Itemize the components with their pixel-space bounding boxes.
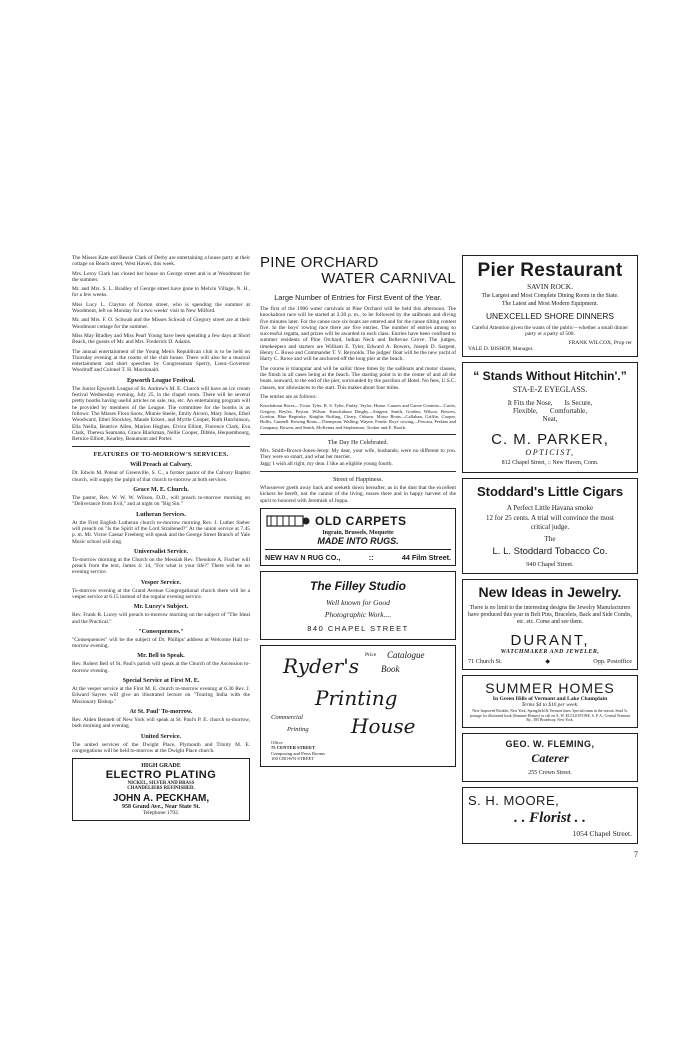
parker-name: C. M. PARKER, <box>491 431 609 448</box>
carnival-paragraph: The course is triangular and will be sailin' three times by the sailboats and motor classes, the finish in all cases being at the beach. The starting point is in the center of and all the boats, seaward, to the end of the pier, surrounded by the pavilion of Hotel. No fees, U.S.C. classes, nor allowances to the start. This makes about four miles. <box>260 365 456 391</box>
moore-address: 1054 Chapel Street. <box>572 828 632 838</box>
column-1 <box>72 255 250 826</box>
filley-address: 840 CHAPEL STREET <box>307 623 409 633</box>
durant-diamond-icon: ◆ <box>545 658 551 665</box>
service-text: "Consequences" will be the subject of Dr. Phillips' address at Welcome Hall to-morrow evening. <box>72 636 250 650</box>
day-text: Mrs. Smith-Brown-Jones-Jerep: My dear, your wife, husbands, were no different to you. They were so smart, and what her merrier. Jagg: I wish all right, my dear. I like an eligible young fourth. <box>260 448 456 467</box>
service-heading: Mr. Bell to Speak. <box>137 652 185 660</box>
pier-l2: The Latest and Most Modern Equipment. <box>502 301 598 307</box>
society-paragraph: Mrs. Leroy Clark has closed her house on George street and is at Woodmont for the summer. <box>72 270 250 283</box>
parker-sub: STA-E-Z EYEGLASS. <box>512 385 588 394</box>
carnival-paragraph: The entries are as follows: <box>260 393 317 400</box>
service-text: The pastor, Rev. W. W. W. Wilson, D.D., will preach to-morrow morning on "Deliverance from Evil," and at night on "Big Sin." <box>72 495 250 508</box>
service-text: To-morrow morning at the Church on the Messiah Rev. Theodore A. Fischer will preach from the text, James 4: 14, "For what is your life?" There will be no evening service. <box>72 556 250 576</box>
pier-manager: YALE D. BISHOP, Manager. <box>468 346 534 352</box>
column-2 <box>260 255 456 772</box>
carpets-name: NEW HAV N RUG CO., <box>265 552 341 562</box>
pier-l3: UNEXCELLED SHORE DINNERS <box>486 311 614 321</box>
service-heading: United Service. <box>140 732 182 740</box>
summer-homes-ad <box>462 675 638 728</box>
fleming-role: Caterer <box>531 750 569 765</box>
moore-florist-ad <box>462 787 638 844</box>
plating-line4: CHANDELIERS REFINISHED. <box>127 786 195 792</box>
service-text: Rev. Frank R. Lucey will preach to-morrow morning on the subject of "The Ideal and the Practical." <box>72 612 250 625</box>
carnival-subtitle: Large Number of Entries for First Event of the Year. <box>274 293 442 302</box>
society-paragraph: Miss Lucy L. Clayton of Norton street, who is spending the summer at Woodmont, left on Monday for a two weeks' visit in New Milford. <box>72 301 250 315</box>
parker-title: “ Stands Without Hitchin'.” <box>473 369 627 383</box>
moore-name: S. H. MOORE, <box>468 792 560 808</box>
pier-l4: Careful Attention given the wants of the public—whether a small dinner party or a party of 500. <box>472 325 628 337</box>
pier-l1: The Largest and Most Complete Dining Room in the State. <box>481 293 619 299</box>
service-heading: At St. Paul' To-morrow. <box>129 707 193 715</box>
service-heading: Vesper Service. <box>140 578 182 586</box>
carnival-title-2: WATER CARNIVAL <box>321 270 456 287</box>
plating-line3: NICKEL, SILVER AND BRASS <box>127 781 195 787</box>
carnival-title-1: PINE ORCHARD <box>260 254 379 271</box>
ryder-office: Office <box>271 739 283 745</box>
street-heading: Street of Happiness. <box>332 476 383 484</box>
plating-phone: Telephone 1792. <box>142 810 180 817</box>
carnival-paragraph: The first of the 1906 water carnivals at Pine Orchard will be held this afternoon. The knockabout race will be started at 2.30 p. m., to be followed by the sailboats and diving five minutes later. For the canoe race six boats are entered and for the canoe tilting contest five. In the boys' rowing race there are five entries. The number of entries among so successful regatta, and prizes will be awarded in each class. Entries have been confined to summer residents of Pine Orchard, Indian Neck and Bellevue Grove. The judges, timekeepers and starters are William E. Tyler, Edward A. Bowers, Joseph D. Sargent, Henry C. Rowe and Commander T. V. Reynolds. The judges' float will be the new yacht of Harry C. Rowe and will be anchored off the long pier at the beach. <box>260 306 456 363</box>
service-heading: Will Preach at Calvary. <box>130 461 192 469</box>
stoddard-l3: The <box>544 535 556 543</box>
ryder-address3: 100 CROWN STREET <box>271 756 315 762</box>
ryder-side1: Price <box>365 651 377 658</box>
carpet-loom-icon <box>265 512 311 530</box>
durant-jewelry-ad <box>462 579 638 670</box>
ryder-line1: Ryder's <box>283 653 359 678</box>
service-text: At the First English Lutheran church to-morrow morning Rev. J. Luther Sieber will preach on "Is the Spirit of the Lord Straitened?" At the union service at 7.45 p. m. Mr. Victor Caesar Freeberg will speak and the George Street Branch of Yale Music school will sing. <box>72 519 250 545</box>
moore-role: . . Florist . . <box>514 809 586 826</box>
stoddard-l2: 12 for 25 cents. A trial will convince the most critical judge. <box>486 514 614 531</box>
carpets-ad: OLD CARPETS Ingrain, Brussels, Moquette MADE INTO RUGS. NEW HAV N RUG CO., :: 44 Film Street. <box>260 508 456 566</box>
service-heading: "Consequences." <box>138 627 184 635</box>
ryder-left1: Commercial <box>271 713 303 721</box>
durant-name: DURANT, <box>510 632 590 649</box>
stoddard-l1: A Perfect Little Havana smoke <box>506 504 594 512</box>
day-heading: The Day He Celebrated. <box>327 439 389 447</box>
parker-address: 812 Chapel Street, :: New Haven, Conn. <box>501 460 599 466</box>
ryder-side2: Catalogue <box>387 649 425 660</box>
carnival-entries: Knockabout Races—Victor Tyler, R. S. Tyler, Finlay, Taylor, Hume. Canoes and Canoe Contests—Curtis, Gregory, Reyles, Peyton, Wilson. Knockabout Dinghy—Sargent, Smith, Gorden, Wilson, Bowers, Gordon, Blue Beginsky. Knights Ruffing, Cleary, Osborn. Motor Boats—Callahan, Griffin, Cooper, Hollis, Gunnell. Rowing Boats—Thompson, Walling, Wayne, Fonda. Boys' rowing—Pescara, Perkins and Company, Bowen, and Smith, McKenna and Stephenson, Tooker and E. Booth. <box>260 403 456 430</box>
service-text: Rev. Alden Bennett of New York will speak at St. Paul's P. E. church to-morrow, both morning and evening. <box>72 716 250 730</box>
stoddard-address: 940 Chapel Street. <box>526 561 574 568</box>
stoddard-cigars-ad <box>462 478 638 574</box>
street-text: Whosoever goeth away back and seeketh down hereafter, as in the dust that the excellent kickers be bereft, not the cannot of the living, tosses there and in happy harvest of the spirit to honored with Jeremiah of Joppa. <box>260 485 456 504</box>
column-3 <box>462 255 638 859</box>
carpets-title: OLD CARPETS <box>315 513 407 528</box>
durant-role: WATCHMAKER AND JEWELER, <box>500 649 600 655</box>
service-heading: Mr. Lucey's Subject. <box>133 603 189 611</box>
parker-l1: It Fits the Nose, Is Secure, <box>507 399 593 407</box>
pier-sub: SAVIN ROCK. <box>527 282 573 291</box>
summer-l1: In Green Hills of Vermont and Lake Champlain <box>492 696 608 702</box>
service-heading: Special Service at First M. E. <box>122 677 200 685</box>
ryder-address2: Composing and Press Rooms <box>271 750 325 756</box>
parker-eyeglass-ad <box>462 362 638 473</box>
filley-line2: Well known for Good <box>326 597 390 607</box>
fleming-address: 255 Crown Street. <box>528 769 572 776</box>
service-text: Rev. Robert Bell of St. Paul's parish will speak at the Church of the Ascension to-morrow evening. <box>72 661 250 674</box>
epworth-heading: Epworth League Festival. <box>127 376 195 384</box>
ryder-line3: House <box>351 713 416 738</box>
summer-l3: New Improved Booklet, New York, Springfield & Vermont lines. Special trains in the season. Send 5c postage for illustrated book (Summer Homes) or call on A. W. ECCLESTONE, S. P. A., Central Vermont Ry., 385 Broadway, New York. <box>470 709 630 723</box>
service-heading: Universalist Service. <box>134 547 188 555</box>
filley-line3: Photographic Work.... <box>324 609 392 619</box>
service-text: Dr. Edwin M. Poteat of Greenville, S. C., a former pastor of the Calvary Baptist church, will supply the pulpit of that church to-morrow at both services. <box>72 470 250 483</box>
society-paragraph: The annual entertainment of the Young Men's Republican club is to be held on Thursday evening at the rooms of the club house. There will also be a musical entertainment and short speeches by Congressman Sperry, Lieut.-Governor Woodruff and Colonel T. H. Macdonald. <box>72 348 250 374</box>
fleming-caterer-ad <box>462 733 638 782</box>
society-paragraph: Mr. and Mrs. F. O. Schwab and the Misses Schwab of Gregory street are at their Woodmont cottage for the summer. <box>72 317 250 330</box>
stoddard-name: L. L. Stoddard Tobacco Co. <box>492 546 608 557</box>
plating-line2: ELECTRO PLATING <box>105 769 217 782</box>
service-text: At the vesper service at the First M. E. church to-morrow evening at 6.30 Rev. J. Edward Sayres will give an illustrated lecture on "Touring India with the Missionary Bishop." <box>72 686 250 705</box>
society-paragraph: Miss May Bradley and Miss Pearl Young have been spending a few days at Short Beach, the guests of Mr. and Mrs. Frederick D. Adams. <box>72 332 250 346</box>
features-heading: FEATURES OF TO-MORROW'S SERVICES. <box>93 451 229 459</box>
fleming-name: GEO. W. FLEMING, <box>505 738 595 749</box>
pier-title: Pier Restaurant <box>477 260 623 281</box>
service-text: The united services of the Dwight Place, Plymouth and Trinity M. E. congregations will be held to-morrow at the Dwight Place church. <box>72 741 250 754</box>
parker-role: OPTICIST, <box>525 448 575 457</box>
ryder-left2: Printing <box>287 725 309 733</box>
carpets-line2: Ingrain, Brussels, Moquette <box>322 529 394 536</box>
service-heading: Grace M. E. Church. <box>133 486 189 494</box>
ryder-address1: 75 CENTER STREET <box>271 745 316 751</box>
ryder-line2: Printing <box>315 685 398 710</box>
epworth-text: The Junior Epworth League of St. Andrew's M. E. Church will have an ice cream festival Wednesday evening, July 25, in the chapel room. There will be several pretty booths having useful articles on sale, tea, etc. An entertaining program will be provided by members of the League. The committee for the booths is as follows: The Misses Flora Snow, Minnie Steele, Emily Alcorn, Mary Jones, Ethel Woodward, Ethel Shockley, Maude Eckert, and Myrtle Cooper, Ruth Hutchinson, Ella Neilla, Beatrice Allen, Marion Hughes, Elvira Elliott, Florence Clark, Eva Clark, Theresa Seamann, Grace Blackman, Nellie Cooper, Dibble, Hequembourg, Bernice Elliott, Kearley, Beaumont and Porter. <box>72 385 250 443</box>
plating-name: JOHN A. PECKHAM, <box>112 793 210 805</box>
durant-address: 71 Church St. <box>468 658 503 665</box>
page-number: 7 <box>634 849 638 859</box>
carpets-address: 44 Film Street. <box>401 552 451 562</box>
summer-l2: Terms $4 to $10 per week. <box>521 702 579 708</box>
society-paragraph: The Misses Kate and Bessie Clark of Derby are entertaining a house party at their cottage on Beach street, West Haven, this week. <box>72 255 250 268</box>
plating-line1: HIGH GRADE <box>141 763 181 770</box>
durant-title: New Ideas in Jewelry. <box>478 584 622 600</box>
filley-studio-ad <box>260 571 456 640</box>
durant-opp: Opp. Postoffice <box>593 658 632 665</box>
durant-l1: There is no limit to the interesting designs the Jewelry Manufacturers have produced this year in Belt Pins, Bracelets, Back and Side Combs, etc. etc. Come and see them. <box>468 605 632 625</box>
service-heading: Lutheran Services. <box>136 510 186 518</box>
service-text: To-morrow evening at the Grand Avenue Congregational church there will be a vesper service at 6.15 instead of the regular evening service. <box>72 587 250 600</box>
carpets-line3: MADE INTO RUGS. <box>317 535 399 546</box>
parker-l3: Neat, <box>542 415 558 423</box>
summer-title: SUMMER HOMES <box>485 680 615 696</box>
stoddard-title: Stoddard's Little Cigars <box>476 484 624 499</box>
ryder-side3: Book <box>381 663 400 674</box>
pier-owner: FRANK WILCOX, Prop rer <box>568 340 632 346</box>
ryder-printing-ad <box>260 645 456 767</box>
plating-address: 958 Grand Ave., Near State St. <box>121 804 201 811</box>
newspaper-page <box>72 254 638 1035</box>
parker-l2: Flexible, Comfortable, <box>512 407 588 415</box>
electro-plating-ad <box>72 758 250 821</box>
society-paragraph: Mr. and Mrs. S. L. Bradley of George street have gone to Melvin Village, N. H., for a few weeks. <box>72 286 250 299</box>
pier-restaurant-ad <box>462 255 638 357</box>
filley-title: The Filley Studio <box>309 578 406 593</box>
